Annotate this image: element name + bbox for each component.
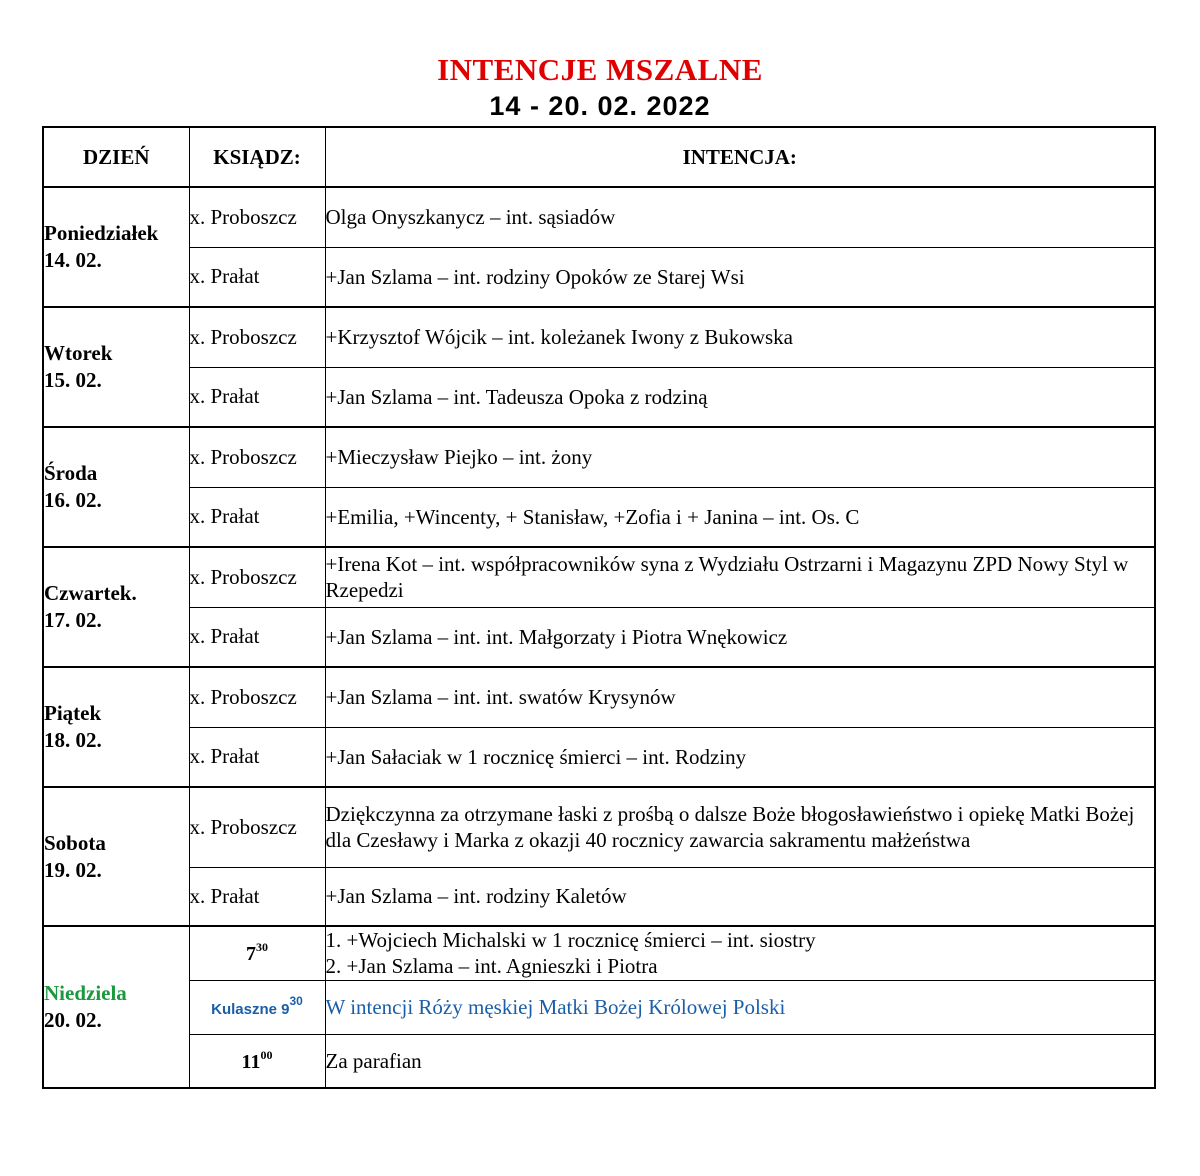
table-row [43,980,1155,1034]
mass-minutes: 30 [256,940,268,955]
intention-cell: Za parafian [325,1034,1155,1088]
day-name: Sobota [44,830,106,855]
day-date: 20. 02. [44,1008,102,1032]
table-row [43,727,1155,787]
intention-cell: +Jan Sałaciak w 1 rocznicę śmierci – int. Rodziny [325,727,1155,787]
day-name: Piątek [44,701,102,725]
date-range: 14 - 20. 02. 2022 [489,91,711,121]
intention-cell: +Irena Kot – int. współpracowników syna z Wydziału Ostrzarni i Magazynu ZPD Nowy Styl w Rzepedzi [325,547,1155,607]
day-date: 18. 02. [44,728,102,752]
day-date: 14. 02. [44,248,102,272]
intention-cell [325,926,1155,980]
mass-time [189,980,325,1034]
day-cell [43,427,189,547]
intention-cell: Olga Onyszkanycz – int. sąsiadów [325,187,1155,247]
priest-cell: x. Proboszcz [189,427,325,487]
day-cell [43,787,189,926]
intention-cell: +Jan Szlama – int. int. swatów Krysynów [325,667,1155,727]
table-row [43,867,1155,926]
day-name: Środa [44,461,98,485]
table-row [43,607,1155,667]
table-row [43,427,1155,487]
priest-cell: x. Prałat [189,867,325,926]
intention-cell: +Jan Szlama – int. rodziny Kaletów [325,867,1155,926]
table-row [43,247,1155,307]
column-header-day: DZIEŃ [43,127,189,187]
intention-cell: +Jan Szlama – int. rodziny Opoków ze Starej Wsi [325,247,1155,307]
mass-hour: 9 [281,1001,290,1018]
intention-cell: W intencji Róży męskiej Matki Bożej Królowej Polski [325,980,1155,1034]
day-date: 15. 02. [44,368,102,392]
priest-cell: x. Proboszcz [189,667,325,727]
table-row [43,187,1155,247]
table-row [43,667,1155,727]
mass-hour: 11 [241,1050,261,1073]
day-cell [43,926,189,1088]
column-header-intention: INTENCJA: [325,127,1155,187]
mass-minutes: 00 [260,1047,273,1062]
table-row [43,926,1155,980]
priest-cell: x. Prałat [189,727,325,787]
day-cell [43,547,189,667]
intention-cell: +Krzysztof Wójcik – int. koleżanek Iwony z Bukowska [325,307,1155,367]
priest-cell: x. Proboszcz [189,787,325,867]
intentions-table [42,126,1156,1089]
day-cell [43,187,189,307]
day-name: Wtorek [44,341,113,365]
table-row [43,1034,1155,1088]
table-row [43,307,1155,367]
intention-cell: +Emilia, +Wincenty, + Stanisław, +Zofia i + Janina – int. Os. C [325,487,1155,547]
table-row [43,547,1155,607]
intention-cell: +Jan Szlama – int. Tadeusza Opoka z rodziną [325,367,1155,427]
day-name: Czwartek. [44,581,137,605]
day-name: Poniedziałek [44,221,159,245]
day-date: 19. 02. [44,857,102,882]
priest-cell: x. Proboszcz [189,187,325,247]
priest-cell: x. Prałat [189,607,325,667]
intention-cell: +Jan Szlama – int. int. Małgorzaty i Piotra Wnękowicz [325,607,1155,667]
priest-cell: x. Proboszcz [189,307,325,367]
page-title: INTENCJE MSZALNE [437,52,763,87]
table-row [43,487,1155,547]
priest-cell: x. Prałat [189,247,325,307]
intention-line: 2. +Jan Szlama – int. Agnieszki i Piotra [325,954,658,979]
day-cell [43,667,189,787]
priest-cell: x. Prałat [189,367,325,427]
priest-cell: x. Proboszcz [189,547,325,607]
intention-cell: Dziękczynna za otrzymane łaski z prośbą o dalsze Boże błogosławieństwo i opiekę Matki Bożej dla Czesławy i Marka z okazji 40 rocznicy zawarcia sakramentu małżeństwa [325,787,1155,867]
column-header-priest: KSIĄDZ: [189,127,325,187]
day-name: Niedziela [44,981,127,1005]
mass-time [189,1034,325,1088]
day-date: 17. 02. [44,608,102,632]
mass-time [189,926,325,980]
mass-hour: 7 [246,943,256,966]
mass-minutes: 30 [289,994,303,1008]
table-row [43,367,1155,427]
header-row [43,127,1155,187]
table-row [43,787,1155,867]
priest-cell: x. Prałat [189,487,325,547]
intention-line: 1. +Wojciech Michalski w 1 rocznicę śmierci – int. siostry [325,928,816,953]
mass-place: Kulaszne [211,1001,277,1018]
intention-cell: +Mieczysław Piejko – int. żony [325,427,1155,487]
day-cell [43,307,189,427]
day-date: 16. 02. [44,488,102,512]
